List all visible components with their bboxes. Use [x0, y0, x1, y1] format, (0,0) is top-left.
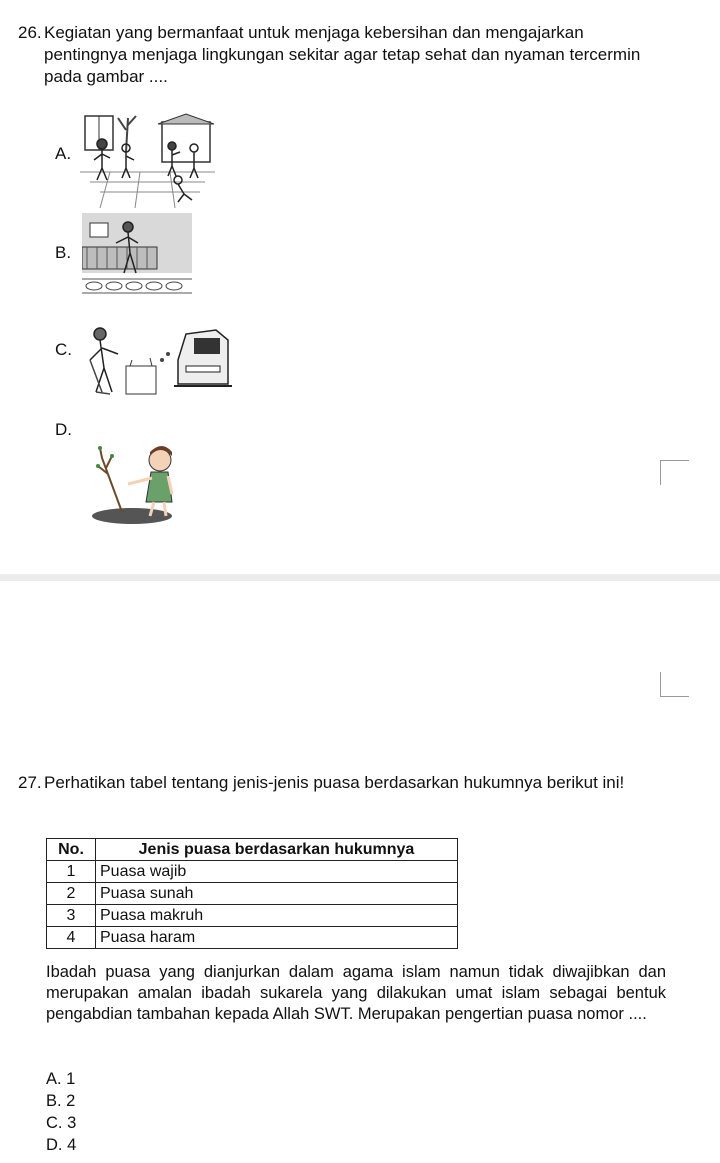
- table-header-type: Jenis puasa berdasarkan hukumnya: [96, 839, 458, 861]
- answer-option-b: B. 2: [46, 1092, 76, 1110]
- question-26: [18, 22, 658, 88]
- table-cell-no: 3: [47, 905, 96, 927]
- table-cell-type: Puasa wajib: [96, 861, 458, 883]
- table-cell-type: Puasa makruh: [96, 905, 458, 927]
- option-c-label: C.: [55, 340, 72, 359]
- answer-option-d: D. 4: [46, 1136, 77, 1154]
- table-header-no: No.: [47, 839, 96, 861]
- question-text: Kegiatan yang bermanfaat untuk menjaga kebersihan dan mengajarkan pentingnya menjaga lingkungan sekitar agar tetap sehat dan nyaman tercermin pada gambar ....: [44, 23, 641, 86]
- man-sweeping-near-car-illustration: [82, 320, 242, 402]
- table-cell-type: Puasa haram: [96, 927, 458, 949]
- crop-mark-top: [660, 460, 689, 485]
- answer-option-a: A. 1: [46, 1070, 76, 1088]
- people-cleaning-yard-illustration: [80, 110, 215, 208]
- table-row: [47, 905, 458, 927]
- man-cleaning-drain-illustration: [82, 213, 192, 303]
- option-d-label: D.: [55, 420, 72, 439]
- option-b-label: B.: [55, 243, 72, 262]
- table-row: [47, 883, 458, 905]
- fasting-types-table: [46, 838, 458, 949]
- table-cell-no: 4: [47, 927, 96, 949]
- question-number: 27.: [18, 773, 42, 792]
- crop-mark-bottom: [660, 672, 689, 697]
- question-27: [18, 772, 658, 794]
- table-cell-type: Puasa sunah: [96, 883, 458, 905]
- page-divider: [0, 574, 720, 581]
- option-a-label: A.: [55, 144, 72, 163]
- answer-option-c: C. 3: [46, 1114, 77, 1132]
- girl-planting-tree-illustration: [88, 430, 188, 526]
- table-row: [47, 927, 458, 949]
- table-cell-no: 1: [47, 861, 96, 883]
- question-number: 26.: [18, 23, 42, 42]
- question-27-paragraph: Ibadah puasa yang dianjurkan dalam agama islam namun tidak diwajibkan dan merupakan amalan ibadah sukarela yang dilakukan umat islam sebagai bentuk pengabdian tambahan kepada Allah SWT. Merupakan pengertian puasa nomor ....: [46, 963, 666, 1023]
- question-text: Perhatikan tabel tentang jenis-jenis puasa berdasarkan hukumnya berikut ini!: [44, 773, 625, 792]
- table-row: [47, 861, 458, 883]
- table-header-row: [47, 839, 458, 861]
- table-cell-no: 2: [47, 883, 96, 905]
